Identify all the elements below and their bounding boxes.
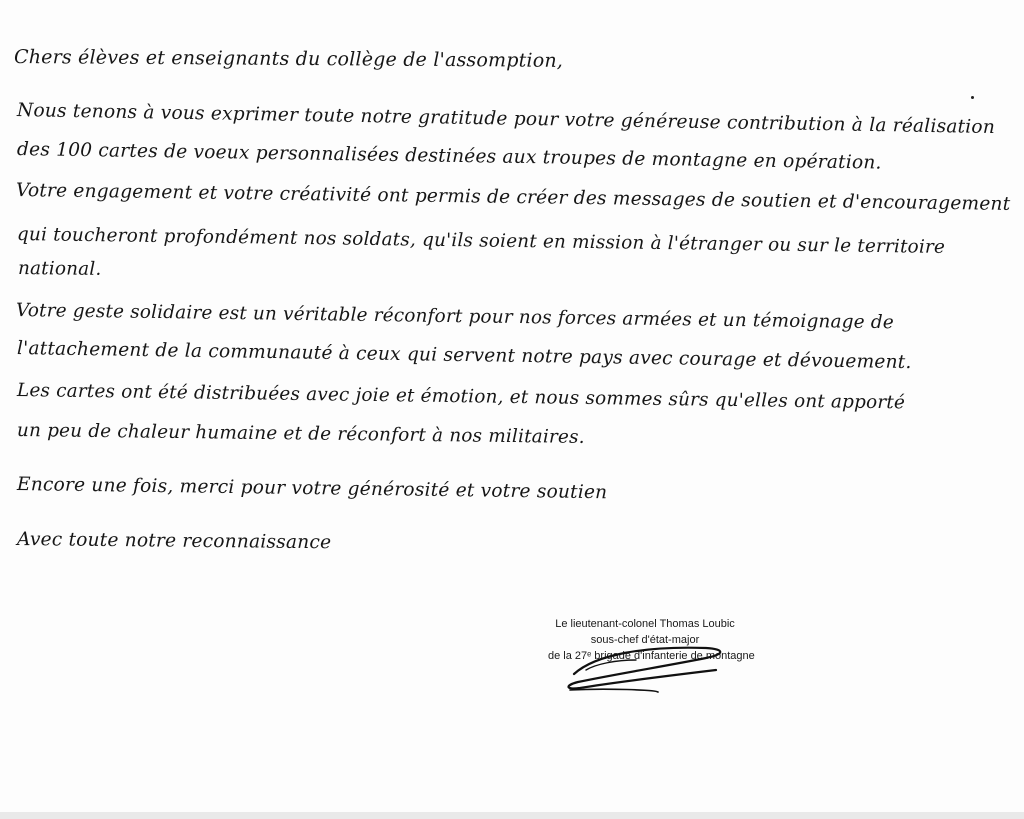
signatory-unit: de la 27ᵉ brigade d'infanterie de montagne xyxy=(548,650,755,662)
handwritten-signature xyxy=(556,630,736,700)
ink-dot xyxy=(971,96,974,99)
scan-bottom-edge xyxy=(0,812,1024,819)
letter-closing-thanks: Encore une fois, merci pour votre générosité et votre soutien xyxy=(16,474,608,504)
letter-line-3: Votre engagement et votre créativité ont permis de créer des messages de soutien et d'encouragement xyxy=(15,180,1011,215)
letter-line-6: Votre geste solidaire est un véritable réconfort pour nos forces armées et un témoignage de xyxy=(15,300,895,334)
signatory-name: Le lieutenant-colonel Thomas Loubic xyxy=(555,618,735,630)
letter-line-5: national. xyxy=(17,258,102,280)
letter-line-7: l'attachement de la communauté à ceux qui servent notre pays avec courage et dévouement. xyxy=(16,338,912,374)
letter-line-1: Nous tenons à vous exprimer toute notre gratitude pour votre généreuse contribution à la réalisation xyxy=(16,100,996,139)
letter-line-9: un peu de chaleur humaine et de réconfort à nos militaires. xyxy=(16,420,585,448)
signatory-title: sous-chef d'état-major xyxy=(590,634,700,646)
letter-line-2: des 100 cartes de voeux personnalisées destinées aux troupes de montagne en opération. xyxy=(16,139,882,174)
letter-line-8: Les cartes ont été distribuées avec joie et émotion, et nous sommes sûrs qu'elles ont apporté xyxy=(16,380,906,414)
letter-closing-regards: Avec toute notre reconnaissance xyxy=(16,529,332,554)
letter-greeting: Chers élèves et enseignants du collège de l'assomption, xyxy=(13,46,564,72)
letter-line-4: qui toucheront profondément nos soldats, qu'ils soient en mission à l'étranger ou sur le territoire xyxy=(16,224,946,258)
